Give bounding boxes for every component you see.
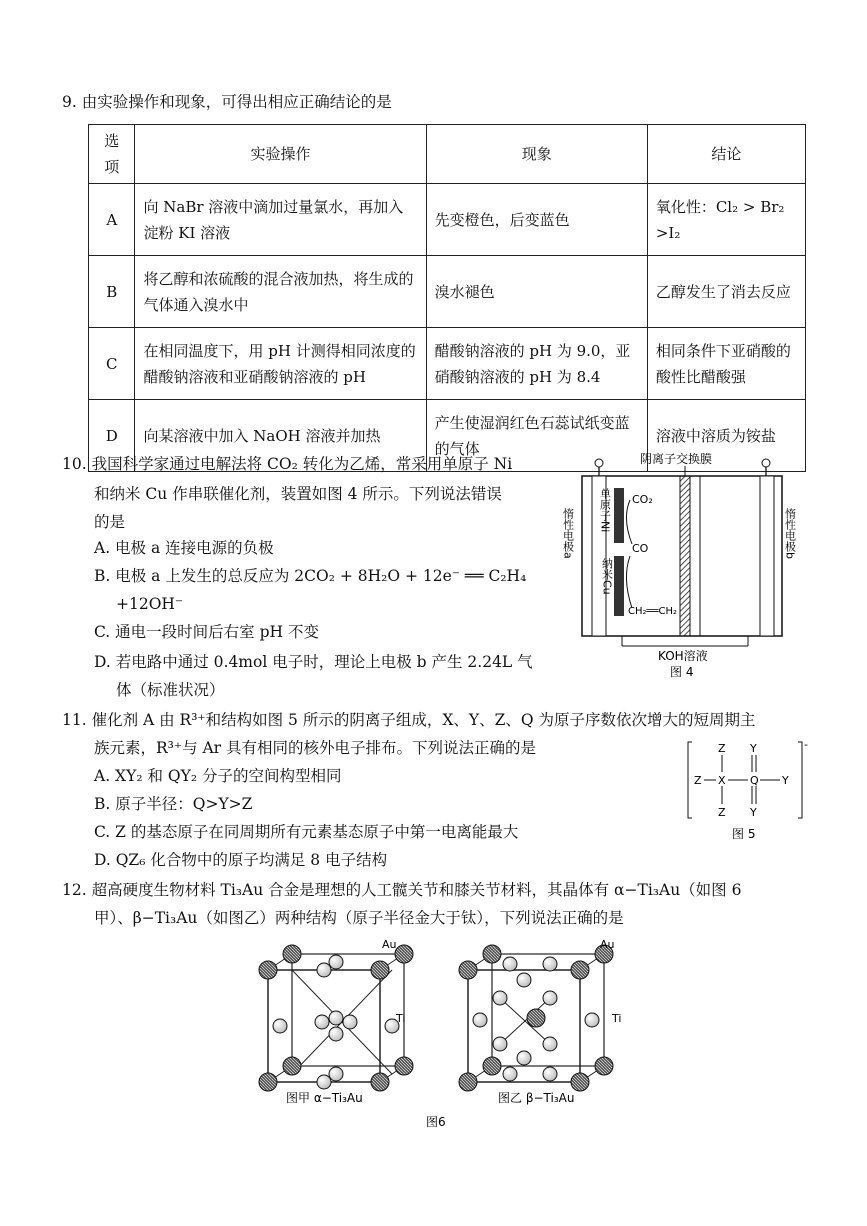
phenomenon-cell: 醋酸钠溶液的 pH 为 9.0，亚硝酸钠溶液的 pH 为 8.4 — [426, 328, 647, 400]
option-cell: D — [89, 400, 135, 472]
question-10-line: 和纳米 Cu 作串联催化剂，装置如图 4 所示。下列说法错误 — [94, 485, 502, 503]
cu-catalyst-layer — [614, 556, 624, 616]
table-row — [89, 328, 806, 400]
question-10-line: 10. 我国科学家通过电解法将 CO₂ 转化为乙烯，常采用单原子 Ni — [62, 455, 513, 473]
question-11-line: 11. 催化剂 A 由 R³⁺和结构如图 5 所示的阴离子组成，X、Y、Z、Q 为原子序数依次增大的短周期主 — [62, 711, 756, 729]
table-header: 结论 — [647, 125, 805, 184]
table-header: 选项 — [89, 125, 135, 184]
question-10-option-d: D. 若电路中通过 0.4mol 电子时，理论上电极 b 产生 2.24L 气 — [94, 653, 533, 671]
ni-label: 单原子Ni — [598, 488, 612, 533]
question-12-line: 12. 超高硬度生物材料 Ti₃Au 合金是理想的人工髋关节和膝关节材料，其晶体有 α−Ti₃Au（如图 6 — [62, 881, 742, 899]
conclusion-cell: 溶液中溶质为铵盐 — [647, 400, 805, 472]
conclusion-cell: 乙醇发生了消去反应 — [647, 256, 805, 328]
anion-exchange-membrane — [680, 476, 690, 636]
phenomenon-cell: 产生使湿润红色石蕊试纸变蓝的气体 — [426, 400, 647, 472]
question-9-table — [88, 124, 806, 472]
atom-y: Y — [750, 742, 757, 755]
atom-z: Z — [718, 806, 726, 819]
figure-5-caption: 图 5 — [732, 827, 756, 841]
question-11-option-b: B. 原子半径：Q>Y>Z — [94, 795, 253, 813]
operation-cell: 将乙醇和浓硫酸的混合液加热，将生成的气体通入溴水中 — [135, 256, 426, 328]
table-header: 实验操作 — [135, 125, 426, 184]
atom-q: Q — [750, 774, 759, 787]
figure-6-crystal-structures — [250, 934, 640, 1134]
figure-5-anion-structure — [686, 738, 816, 844]
atom-y: Y — [750, 806, 757, 819]
alpha-caption: 图甲 α−Ti₃Au — [286, 1091, 363, 1105]
operation-cell: 在相同温度下，用 pH 计测得相同浓度的醋酸钠溶液和亚硝酸钠溶液的 pH — [135, 328, 426, 400]
question-10-option-b-cont: +12OH⁻ — [116, 595, 184, 613]
table-header-row — [89, 125, 806, 184]
phenomenon-cell: 溴水褪色 — [426, 256, 647, 328]
electrode-b-label: 惰性电极b — [783, 508, 797, 559]
au-label: Au — [600, 938, 615, 951]
atom-z: Z — [694, 774, 702, 787]
cu-label: 纳米Cu — [600, 558, 614, 595]
ni-catalyst-layer — [614, 488, 624, 543]
conclusion-cell: 相同条件下亚硝酸的酸性比醋酸强 — [647, 328, 805, 400]
charge-label: - — [804, 738, 808, 751]
beta-caption: 图乙 β−Ti₃Au — [498, 1091, 575, 1105]
option-cell: A — [89, 184, 135, 256]
table-header: 现象 — [426, 125, 647, 184]
beta-ti3au-cell — [459, 945, 613, 1091]
table-row — [89, 184, 806, 256]
conclusion-cell: 氧化性：Cl₂ > Br₂ >I₂ — [647, 184, 805, 256]
koh-label: KOH溶液 — [658, 649, 708, 663]
figure-4-caption: 图 4 — [670, 665, 694, 679]
question-10-option-c: C. 通电一段时间后右室 pH 不变 — [94, 623, 319, 641]
operation-cell: 向某溶液中加入 NaOH 溶液并加热 — [135, 400, 426, 472]
operation-cell: 向 NaBr 溶液中滴加过量氯水，再加入淀粉 KI 溶液 — [135, 184, 426, 256]
question-10-option-b: B. 电极 a 上发生的总反应为 2CO₂ + 8H₂O + 12e⁻ ══ C₂H₄ — [94, 567, 527, 585]
co2-label: CO₂ — [632, 493, 653, 506]
question-11-option-d: D. QZ₆ 化合物中的原子均满足 8 电子结构 — [94, 851, 388, 869]
option-cell: C — [89, 328, 135, 400]
figure-4-electrolysis-cell — [560, 448, 820, 688]
au-label: Au — [382, 938, 397, 951]
atom-z: Z — [718, 742, 726, 755]
question-9-stem: 9. 由实验操作和现象，可得出相应正确结论的是 — [62, 93, 392, 111]
table-row — [89, 256, 806, 328]
atom-x: X — [718, 774, 726, 787]
question-11-option-c: C. Z 的基态原子在同周期所有元素基态原子中第一电离能最大 — [94, 823, 519, 841]
question-12-line: 甲）、β−Ti₃Au（如图乙）两种结构（原子半径金大于钛），下列说法正确的是 — [94, 909, 624, 927]
atom-y: Y — [782, 774, 789, 787]
ti-label: Ti — [396, 1012, 406, 1025]
phenomenon-cell: 先变橙色，后变蓝色 — [426, 184, 647, 256]
alpha-ti3au-cell — [259, 945, 413, 1091]
question-10-option-d-cont: 体（标准状况） — [116, 681, 225, 699]
ti-label: Ti — [612, 1012, 622, 1025]
ethylene-label: CH₂══CH₂ — [628, 606, 678, 617]
question-10-option-a: A. 电极 a 连接电源的负极 — [94, 539, 274, 557]
question-11-option-a: A. XY₂ 和 QY₂ 分子的空间构型相同 — [94, 767, 342, 785]
option-cell: B — [89, 256, 135, 328]
figure-6-caption: 图6 — [426, 1115, 446, 1129]
question-10-line: 的是 — [94, 513, 126, 531]
electrode-a-label: 惰性电极a — [561, 508, 575, 559]
membrane-label: 阴离子交换膜 — [640, 452, 713, 466]
question-11-line: 族元素，R³⁺与 Ar 具有相同的核外电子排布。下列说法正确的是 — [94, 739, 537, 757]
co-label: CO — [632, 542, 649, 555]
